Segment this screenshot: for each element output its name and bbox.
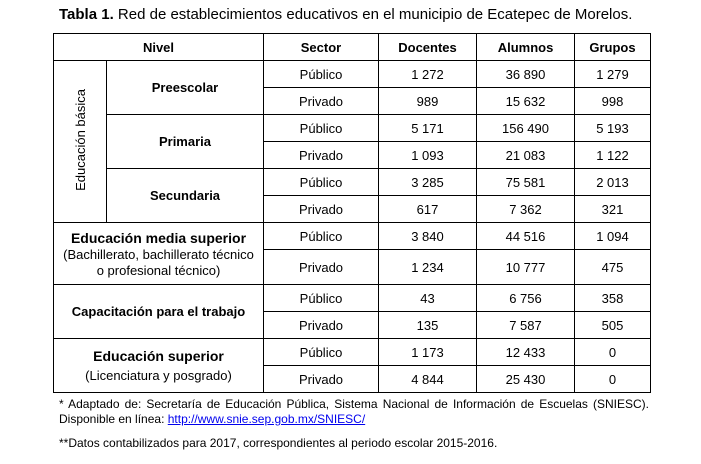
header-docentes: Docentes: [379, 34, 477, 61]
cell-grupos: 5 193: [575, 115, 651, 142]
group-cell: [54, 61, 107, 223]
footnote-data: **Datos contabilizados para 2017, correspondientes al periodo escolar 2015-2016.: [59, 436, 498, 450]
cell-alumnos: 7 587: [477, 312, 575, 339]
cell-sector: Público: [264, 223, 379, 250]
cell-alumnos: 156 490: [477, 115, 575, 142]
footnote-source-text: * Adaptado de: Secretaría de Educación Pública, Sistema Nacional de Información de Escuelas (SNIESC). Disponible en línea:: [59, 397, 649, 426]
cell-docentes: 5 171: [379, 115, 477, 142]
cell-alumnos: 6 756: [477, 285, 575, 312]
table-row: [54, 285, 651, 312]
level-preescolar: Preescolar: [107, 61, 264, 115]
table-header-row: [54, 34, 651, 61]
cell-grupos: 998: [575, 88, 651, 115]
cell-sector: Privado: [264, 142, 379, 169]
cell-sector: Privado: [264, 250, 379, 285]
cell-docentes: 43: [379, 285, 477, 312]
cell-docentes: 1 093: [379, 142, 477, 169]
cell-grupos: 2 013: [575, 169, 651, 196]
cell-docentes: 3 840: [379, 223, 477, 250]
cell-sector: Público: [264, 115, 379, 142]
cell-docentes: 4 844: [379, 366, 477, 393]
cell-docentes: 1 272: [379, 61, 477, 88]
header-nivel: Nivel: [54, 34, 264, 61]
cell-docentes: 617: [379, 196, 477, 223]
cell-sector: Público: [264, 61, 379, 88]
cell-alumnos: 10 777: [477, 250, 575, 285]
cell-alumnos: 15 632: [477, 88, 575, 115]
cell-grupos: 505: [575, 312, 651, 339]
level-media-superior-title: Educación media superior: [70, 229, 247, 246]
footnote-source: [59, 397, 649, 427]
cell-sector: Privado: [264, 88, 379, 115]
header-grupos: Grupos: [575, 34, 651, 61]
caption-text: Red de establecimientos educativos en el municipio de Ecatepec de Morelos.: [113, 6, 633, 23]
level-educacion-superior-subtitle: (Licenciatura y posgrado): [85, 367, 232, 383]
group-label-educacion-basica: Educación básica: [72, 89, 88, 191]
cell-sector: Público: [264, 169, 379, 196]
cell-alumnos: 12 433: [477, 339, 575, 366]
level-primaria: Primaria: [107, 115, 264, 169]
cell-grupos: 358: [575, 285, 651, 312]
table-row: [54, 169, 651, 196]
cell-docentes: 135: [379, 312, 477, 339]
cell-docentes: 3 285: [379, 169, 477, 196]
cell-docentes: 1 173: [379, 339, 477, 366]
cell-sector: Privado: [264, 196, 379, 223]
cell-alumnos: 21 083: [477, 142, 575, 169]
cell-sector: Público: [264, 339, 379, 366]
level-educacion-superior-title: Educación superior: [93, 347, 224, 364]
cell-docentes: 989: [379, 88, 477, 115]
cell-alumnos: 7 362: [477, 196, 575, 223]
cell-grupos: 0: [575, 366, 651, 393]
cell-grupos: 1 279: [575, 61, 651, 88]
data-table: [53, 33, 651, 393]
table-row: [54, 61, 651, 88]
table-row: [54, 115, 651, 142]
cell-sector: Público: [264, 285, 379, 312]
table-row: [54, 339, 651, 366]
cell-grupos: 321: [575, 196, 651, 223]
header-sector: Sector: [264, 34, 379, 61]
table-row: [54, 223, 651, 250]
cell-grupos: 475: [575, 250, 651, 285]
cell-alumnos: 44 516: [477, 223, 575, 250]
cell-alumnos: 36 890: [477, 61, 575, 88]
level-educacion-superior: [54, 339, 264, 393]
source-link[interactable]: http://www.snie.sep.gob.mx/SNIESC/: [167, 412, 366, 426]
level-capacitacion: Capacitación para el trabajo: [54, 285, 264, 339]
header-alumnos: Alumnos: [477, 34, 575, 61]
cell-grupos: 1 122: [575, 142, 651, 169]
cell-alumnos: 75 581: [477, 169, 575, 196]
cell-grupos: 0: [575, 339, 651, 366]
level-media-superior: [54, 223, 264, 285]
caption-label: Tabla 1.: [59, 6, 114, 23]
table-caption: [59, 6, 632, 23]
cell-sector: Privado: [264, 366, 379, 393]
cell-docentes: 1 234: [379, 250, 477, 285]
cell-alumnos: 25 430: [477, 366, 575, 393]
level-media-superior-subtitle: (Bachillerato, bachillerato técnico o profesional técnico): [63, 246, 254, 278]
cell-grupos: 1 094: [575, 223, 651, 250]
cell-sector: Privado: [264, 312, 379, 339]
level-secundaria: Secundaria: [107, 169, 264, 223]
